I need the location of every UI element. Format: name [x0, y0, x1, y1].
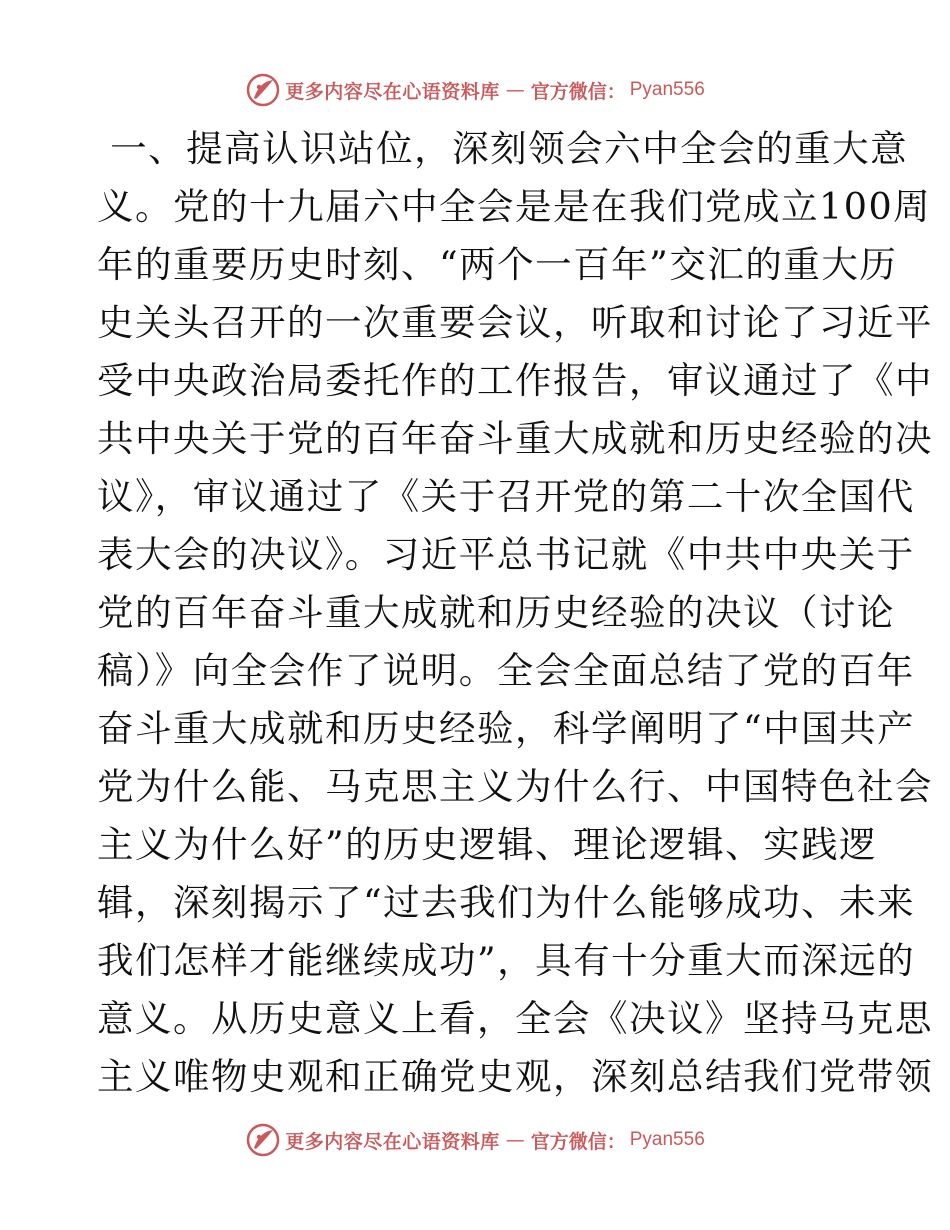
- text-line-6: 共中央关于党的百年奋斗重大成就和历史经验的决: [97, 417, 933, 460]
- text-line-9: 党的百年奋斗重大成就和历史经验的决议（讨论: [97, 591, 895, 634]
- text-line-11: 奋斗重大成就和历史经验，科学阐明了“中国共产: [97, 707, 916, 750]
- text-line-8: 表大会的决议》。习近平总书记就《中共中央关于: [97, 533, 915, 576]
- footer-wechat-label: 官方微信：: [530, 1130, 626, 1153]
- text-line-5: 受中央政治局委托作的工作报告，审议通过了《中: [97, 359, 933, 402]
- footer-banner: [0, 1120, 950, 1160]
- text-line-14: 辑，深刻揭示了“过去我们为什么能够成功、未来: [97, 881, 916, 924]
- header-banner-text: 更多内容尽在心语资料库: [285, 80, 500, 103]
- text-line-4: 史关头召开的一次重要会议，听取和讨论了习近平: [97, 301, 933, 344]
- brand-logo-icon: [245, 1122, 281, 1158]
- text-line-7: 议》，审议通过了《关于召开党的第二十次全国代: [97, 475, 915, 518]
- footer-wechat-id: Pyan556: [629, 1129, 705, 1150]
- text-line-2: 义。党的十九届六中全会是是在我们党成立100周: [97, 185, 932, 228]
- text-line-12: 党为什么能、马克思主义为什么行、中国特色社会: [97, 765, 933, 808]
- header-banner-separator: —: [505, 79, 525, 101]
- text-line-16: 意义。从历史意义上看，全会《决议》坚持马克思: [97, 997, 933, 1040]
- text-line-1: 一、提高认识站位，深刻领会六中全会的重大意: [97, 127, 909, 170]
- text-line-13: 主义为什么好”的历史逻辑、理论逻辑、实践逻: [97, 823, 878, 866]
- header-wechat-label: 官方微信：: [530, 80, 626, 103]
- text-line-10: 稿）》向全会作了说明。全会全面总结了党的百年: [97, 649, 915, 692]
- header-banner: [0, 70, 950, 110]
- header-wechat-id: Pyan556: [629, 79, 705, 100]
- brand-logo-icon: [245, 72, 281, 108]
- footer-banner-separator: —: [505, 1129, 525, 1151]
- text-line-17: 主义唯物史观和正确党史观，深刻总结我们党带领: [97, 1055, 933, 1098]
- document-body: [97, 120, 933, 1106]
- text-line-15: 我们怎样才能继续成功”，具有十分重大而深远的: [97, 939, 916, 982]
- text-line-3: 年的重要历史时刻、“两个一百年”交汇的重大历: [97, 243, 898, 286]
- footer-banner-text: 更多内容尽在心语资料库: [285, 1130, 500, 1153]
